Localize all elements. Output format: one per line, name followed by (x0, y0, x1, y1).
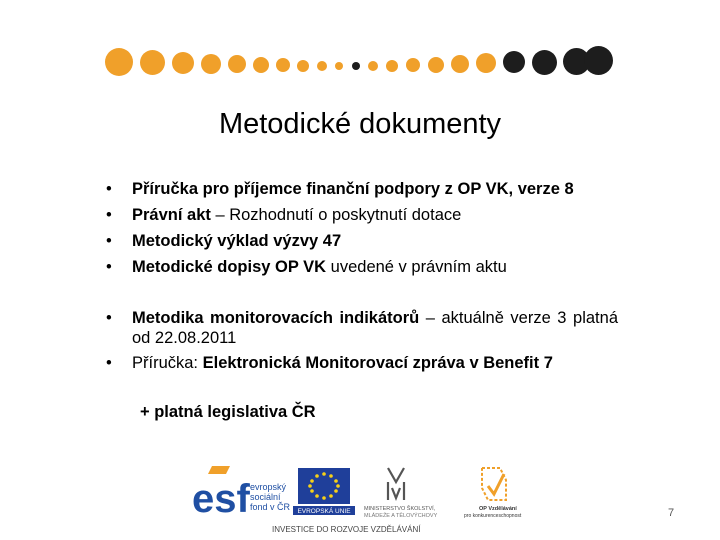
decorative-dot (201, 54, 221, 74)
bullet-bold-text: Příručka pro příjemce finanční podpory z OP VK, verze 8 (132, 180, 574, 198)
bullet-text: uvedené v právním aktu (326, 258, 507, 276)
msmt-emblem (388, 468, 404, 500)
decorative-dot (317, 61, 327, 71)
decorative-dot (584, 46, 613, 75)
decorative-dot (503, 51, 525, 73)
decorative-dot (276, 58, 290, 72)
esf-text-line: sociální (250, 492, 281, 502)
logo-strip (190, 460, 535, 540)
bullet-bold-text: Metodické dopisy OP VK (132, 258, 327, 276)
decorative-dot (253, 57, 269, 73)
bullet-list-secondary (112, 308, 618, 374)
esf-wordmark: esf (192, 477, 250, 521)
tagline: INVESTICE DO ROZVOJE VZDĚLÁVÁNÍ (272, 525, 421, 534)
decorative-dot (105, 48, 133, 76)
bullet-text: – aktuálně verze 3 platná od 22.08.2011 (132, 309, 618, 347)
bullet-text: – Rozhodnutí o poskytnutí dotace (210, 206, 462, 224)
slide-title: Metodické dokumenty (218, 108, 502, 140)
list-item (112, 352, 618, 374)
decorative-dot (172, 52, 194, 74)
decorative-dot (368, 61, 378, 71)
decorative-dot (386, 60, 398, 72)
list-item (112, 202, 618, 228)
msmt-logo (364, 468, 438, 519)
bullet-bold-text: Elektronická Monitorovací zpráva v Benefit 7 (202, 354, 553, 372)
decorative-dot (532, 50, 557, 75)
bullet-text: Příručka: (132, 354, 203, 372)
opvk-logo (464, 468, 522, 519)
list-item (112, 308, 618, 348)
bullet-bold-text: Právní akt (132, 206, 211, 224)
page-number: 7 (668, 507, 675, 519)
decorative-dot (335, 62, 343, 70)
decorative-dot (451, 55, 469, 73)
bullet-bold-text: Metodický výklad výzvy 47 (132, 232, 342, 250)
esf-logo (192, 466, 291, 521)
eu-label: EVROPSKÁ UNIE (297, 508, 351, 515)
msmt-text-line: MLÁDEŽE A TĚLOVÝCHOVY (364, 513, 438, 519)
decorative-dot (228, 55, 246, 73)
decorative-dot (476, 53, 496, 73)
bullet-list-primary (112, 176, 618, 280)
opvk-text-line: OP Vzdělávání (479, 506, 517, 512)
legislation-note: + platná legislativa ČR (140, 403, 316, 421)
list-item (112, 228, 618, 254)
decorative-dot (297, 60, 309, 72)
esf-text-line: evropský (250, 482, 287, 492)
esf-orange-accent (208, 466, 230, 474)
decorative-dot (406, 58, 420, 72)
decorative-dot (140, 50, 165, 75)
list-item (112, 176, 618, 202)
check-icon (488, 474, 504, 494)
bullet-bold-text: Metodika monitorovacích indikátorů (132, 309, 420, 327)
msmt-text-line: MINISTERSTVO ŠKOLSTVÍ, (364, 506, 436, 512)
esf-text-line: fond v ČR (250, 502, 291, 512)
decorative-dot (428, 57, 444, 73)
list-item (112, 254, 618, 280)
decorative-dot (352, 62, 360, 70)
eu-flag-logo (293, 468, 355, 515)
opvk-text-line: pro konkurenceschopnost (464, 513, 522, 519)
